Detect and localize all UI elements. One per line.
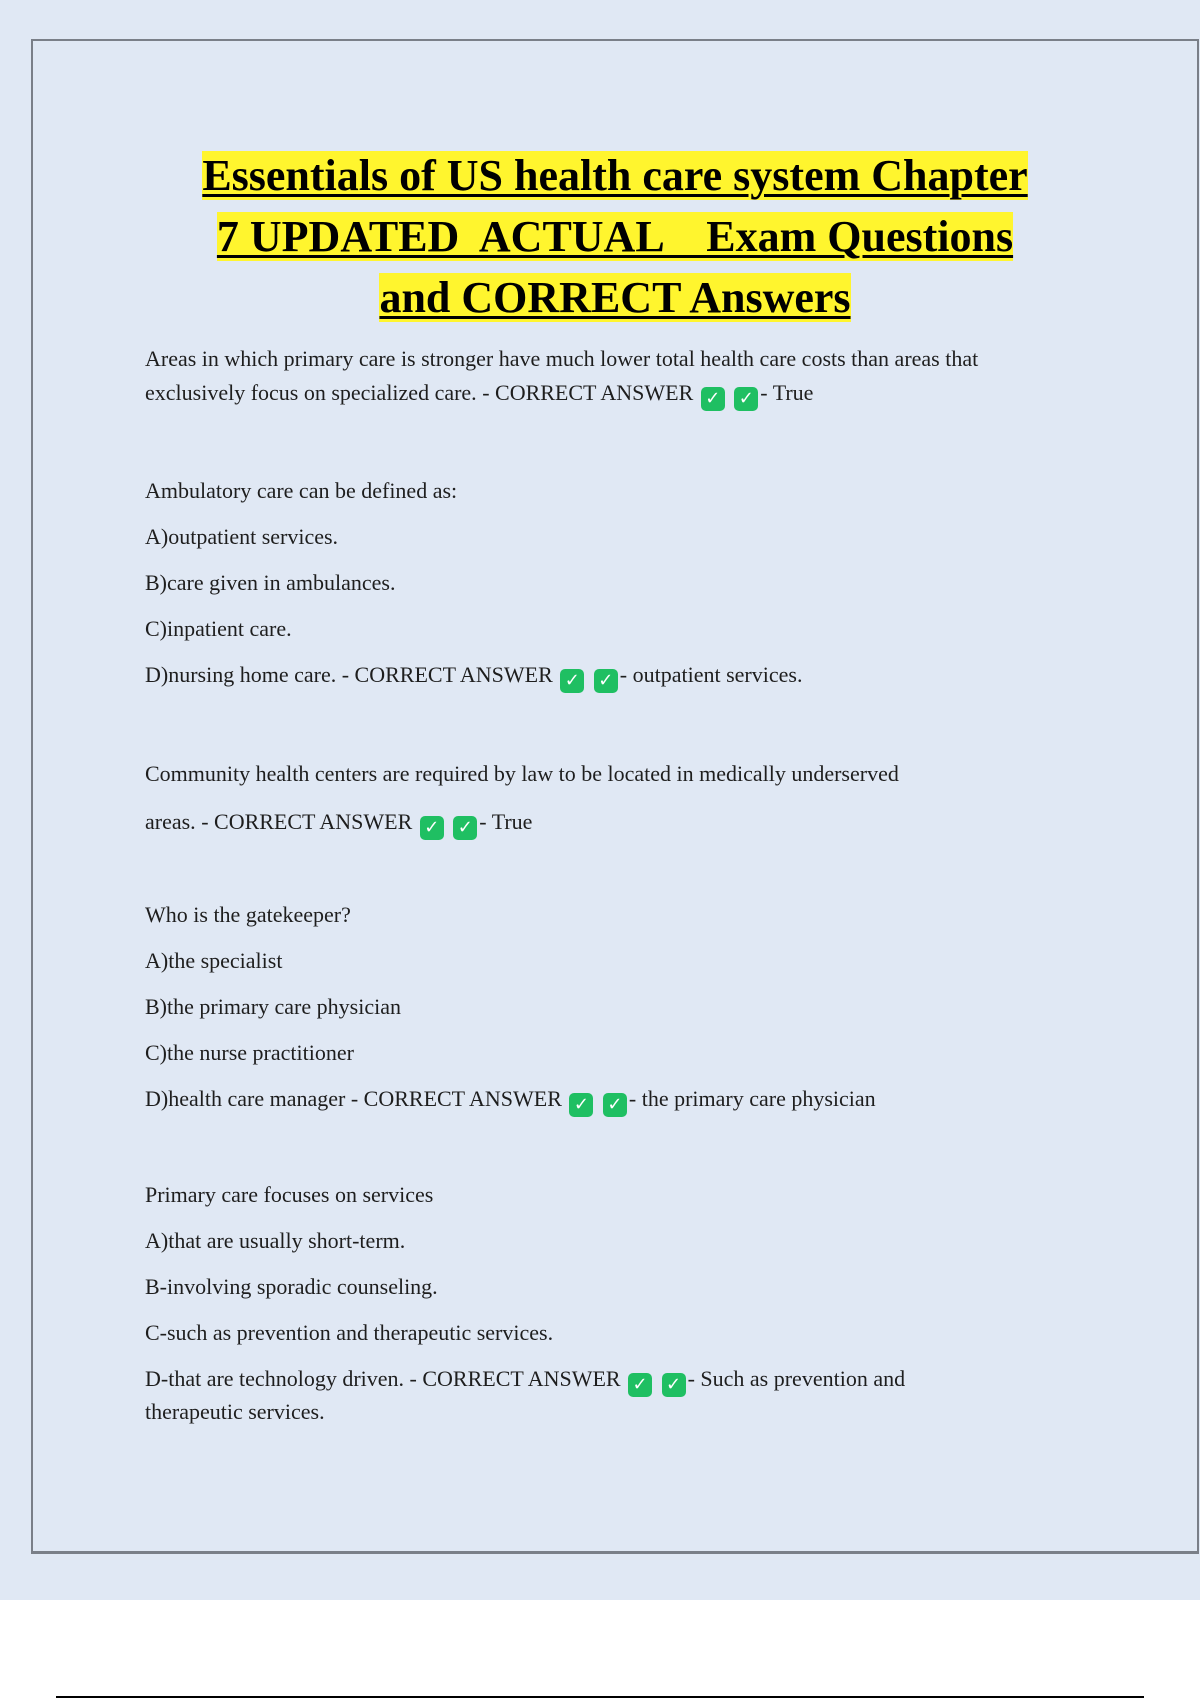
option-c: C-such as prevention and therapeutic services.	[145, 1320, 554, 1345]
option-d-with-answer	[145, 1356, 1090, 1402]
answer-text-line-1: Such as prevention and	[700, 1366, 906, 1391]
option-d: D-that are technology driven.	[145, 1366, 410, 1391]
check-mark-button-icon: ✓	[701, 387, 725, 411]
question-block-5	[145, 1172, 1090, 1422]
option-d: D)nursing home care.	[145, 662, 342, 687]
question-text-line-2	[145, 376, 1090, 411]
answer-text-line-2: therapeutic services.	[145, 1399, 325, 1424]
option-d: D)health care manager	[145, 1086, 351, 1111]
answer-separator: -	[760, 380, 773, 405]
footer-rule	[56, 1696, 1144, 1698]
answer-text: True	[491, 809, 533, 834]
question-text-line-1: Community health centers are required by law to be located in medically underserved	[145, 761, 899, 786]
option-b: B-involving sporadic counseling.	[145, 1274, 438, 1299]
check-mark-button-icon: ✓	[594, 669, 618, 693]
question-block-4	[145, 892, 1090, 1122]
check-mark-button-icon: ✓	[628, 1373, 652, 1397]
check-mark-button-icon: ✓	[569, 1093, 593, 1117]
question-prompt: Who is the gatekeeper?	[145, 902, 351, 927]
answer-text: True	[772, 380, 814, 405]
question-text-line-1: Areas in which primary care is stronger have much lower total health care costs than areas that	[145, 346, 979, 371]
correct-answer-label: - CORRECT ANSWER	[350, 1086, 562, 1111]
check-mark-button-icon: ✓	[734, 387, 758, 411]
answer-text: outpatient services.	[632, 662, 803, 687]
option-c: C)inpatient care.	[145, 616, 292, 641]
option-d-with-answer	[145, 652, 1090, 698]
correct-answer-label: - CORRECT ANSWER	[341, 662, 553, 687]
option-a: A)that are usually short-term.	[145, 1228, 406, 1253]
check-mark-button-icon: ✓	[662, 1373, 686, 1397]
correct-answer-label: - CORRECT ANSWER	[409, 1366, 621, 1391]
document-title	[130, 145, 1100, 328]
answer-separator: -	[687, 1366, 701, 1391]
question-block-2	[145, 468, 1090, 698]
answer-separator: -	[619, 662, 633, 687]
check-mark-button-icon: ✓	[603, 1093, 627, 1117]
title-line-1: Essentials of US health care system Chapter	[202, 151, 1028, 200]
option-c: C)the nurse practitioner	[145, 1040, 354, 1065]
question-block-1	[145, 342, 1090, 411]
answer-separator: -	[628, 1086, 642, 1111]
correct-answer-label: - CORRECT ANSWER	[482, 380, 694, 405]
question-text: exclusively focus on specialized care.	[145, 380, 483, 405]
check-mark-button-icon: ✓	[453, 816, 477, 840]
option-d-with-answer	[145, 1076, 1090, 1122]
question-block-3	[145, 750, 1090, 846]
question-prompt: Ambulatory care can be defined as:	[145, 478, 458, 503]
correct-answer-label: - CORRECT ANSWER	[201, 809, 413, 834]
check-mark-button-icon: ✓	[560, 669, 584, 693]
question-text-line-2	[145, 798, 1090, 846]
title-line-3: and CORRECT Answers	[379, 273, 851, 322]
answer-separator: -	[479, 809, 492, 834]
option-a: A)outpatient services.	[145, 524, 339, 549]
question-prompt: Primary care focuses on services	[145, 1182, 434, 1207]
option-b: B)the primary care physician	[145, 994, 401, 1019]
question-text: areas.	[145, 809, 202, 834]
option-a: A)the specialist	[145, 948, 283, 973]
option-b: B)care given in ambulances.	[145, 570, 396, 595]
answer-text: the primary care physician	[641, 1086, 876, 1111]
check-mark-button-icon: ✓	[420, 816, 444, 840]
title-line-2: 7 UPDATED ACTUAL Exam Questions	[216, 212, 1014, 261]
